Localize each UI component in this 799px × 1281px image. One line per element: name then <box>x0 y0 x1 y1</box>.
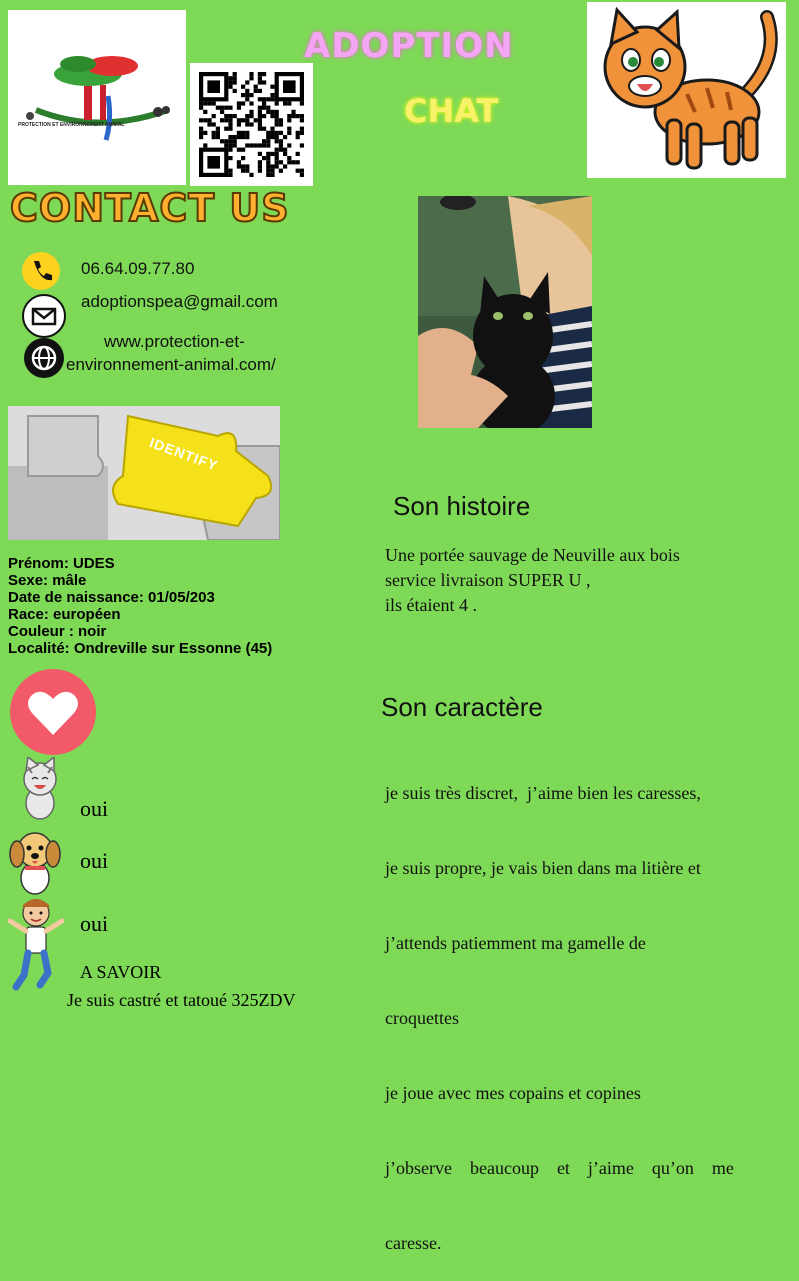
info-couleur: Couleur : noir <box>8 623 107 640</box>
title-chat: CHAT <box>404 92 499 130</box>
cat-icon <box>587 2 786 178</box>
info-naissance: Date de naissance: 01/05/203 <box>8 589 215 606</box>
qr-code[interactable] <box>190 63 313 186</box>
savoir-title: A SAVOIR <box>80 962 162 982</box>
organization-logo <box>8 10 186 185</box>
caractere-line: caresse. <box>385 1233 442 1253</box>
caractere-line: je suis très discret, j’aime bien les caresses, <box>385 783 701 803</box>
histoire-text <box>385 543 680 618</box>
histoire-line: service livraison SUPER U , <box>385 570 591 590</box>
kitten-icon <box>14 757 66 823</box>
caractere-title: Son caractère <box>381 692 543 722</box>
tree-hammock-icon <box>8 10 186 185</box>
caractere-line: croquettes <box>385 1008 459 1028</box>
savoir-text: Je suis castré et tatoué 325ZDV <box>67 990 296 1010</box>
cartoon-cat-image <box>587 2 786 178</box>
caractere-text <box>385 731 734 1281</box>
puppy-cartoon <box>8 826 62 896</box>
info-race: Race: européen <box>8 606 121 623</box>
email-icon <box>22 294 66 338</box>
contact-title: CONTACT US <box>10 186 290 230</box>
info-prenom: Prénom: UDES <box>8 555 115 572</box>
histoire-line: ils étaient 4 . <box>385 595 477 615</box>
cat-info <box>8 555 272 657</box>
caractere-line: je joue avec mes copains et copines <box>385 1083 641 1103</box>
logo-text: PROTECTION ET ENVIRONNEMENT ANIMAL <box>18 122 125 128</box>
histoire-line: Une portée sauvage de Neuville aux bois <box>385 545 680 565</box>
qr-code-icon <box>190 63 313 186</box>
website-line-1[interactable]: www.protection-et- <box>104 332 245 351</box>
phone-icon <box>22 252 60 290</box>
caractere-line: j’observe beaucoup et j’aime qu’on me <box>385 1158 734 1178</box>
child-icon <box>6 895 66 991</box>
black-kitten-icon <box>418 196 592 428</box>
phone-number[interactable]: 06.64.09.77.80 <box>81 259 195 278</box>
globe-icon <box>24 338 64 378</box>
kitten-cartoon <box>14 757 66 823</box>
info-localite: Localité: Ondreville sur Essonne (45) <box>8 640 273 657</box>
email-address[interactable]: adoptionspea@gmail.com <box>81 292 278 311</box>
compat-chat: oui <box>80 796 109 821</box>
dog-icon <box>8 826 62 896</box>
caractere-line: j’attends patiemment ma gamelle de <box>385 933 646 953</box>
title-adoption: ADOPTION <box>304 26 514 66</box>
heart-badge <box>10 669 96 755</box>
info-sexe: Sexe: mâle <box>8 572 87 589</box>
puzzle-identify-image <box>8 406 280 540</box>
website-line-2[interactable]: environnement-animal.com/ <box>66 355 276 374</box>
compat-chien: oui <box>80 848 109 873</box>
child-cartoon <box>6 895 66 991</box>
puzzle-icon <box>8 406 280 540</box>
puzzle-label: IDENTIFY <box>147 434 221 474</box>
compat-enfant: oui <box>80 911 109 936</box>
kitten-photo <box>418 196 592 428</box>
histoire-title: Son histoire <box>393 491 531 521</box>
caractere-line: je suis propre, je vais bien dans ma litière et <box>385 858 701 878</box>
heart-icon <box>10 669 96 755</box>
